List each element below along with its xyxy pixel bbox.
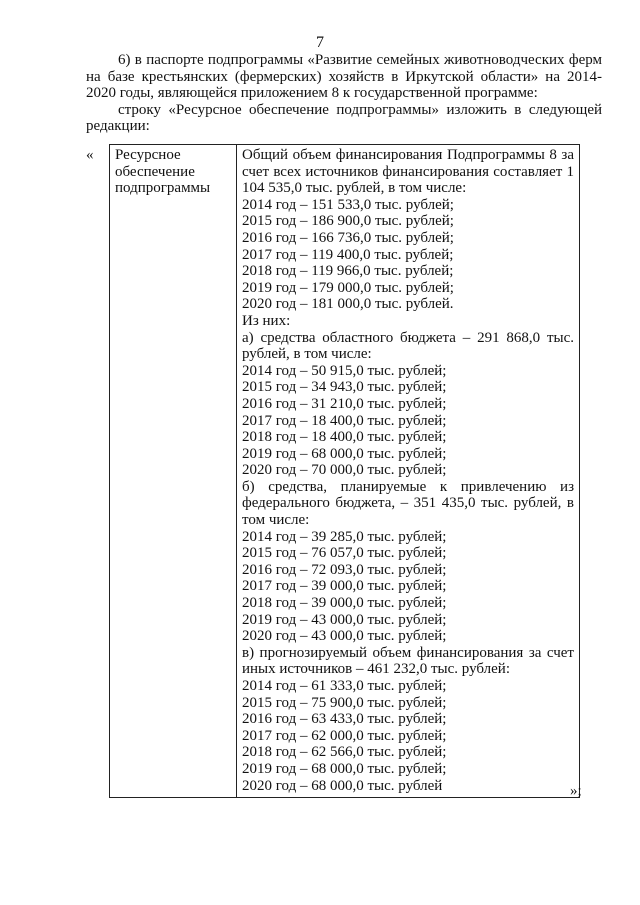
financing-line: в) прогнозируемый объем финансирования за счет иных источников – 461 232,0 тыс. рублей: [242, 644, 574, 678]
closing-quote-mark: »; [570, 783, 582, 799]
page-number: 7 [316, 34, 324, 51]
financing-line: 2015 год – 76 057,0 тыс. рублей; [242, 545, 447, 562]
intro-text [86, 52, 602, 135]
financing-line: 2020 год – 43 000,0 тыс. рублей; [242, 628, 447, 645]
financing-line: 2020 год – 181 000,0 тыс. рублей. [242, 296, 454, 313]
financing-line: 2015 год – 75 900,0 тыс. рублей; [242, 694, 447, 711]
financing-line: 2014 год – 39 285,0 тыс. рублей; [242, 528, 447, 545]
financing-line: 2017 год – 119 400,0 тыс. рублей; [242, 246, 454, 263]
financing-line: 2015 год – 186 900,0 тыс. рублей; [242, 213, 454, 230]
financing-line: 2017 год – 62 000,0 тыс. рублей; [242, 727, 447, 744]
financing-line: 2014 год – 50 915,0 тыс. рублей; [242, 362, 447, 379]
financing-line: 2018 год – 62 566,0 тыс. рублей; [242, 744, 447, 761]
financing-line: 2020 год – 70 000,0 тыс. рублей; [242, 462, 447, 479]
financing-line: 2017 год – 18 400,0 тыс. рублей; [242, 412, 447, 429]
financing-line: 2019 год – 179 000,0 тыс. рублей; [242, 279, 454, 296]
financing-line: Общий объем финансирования Подпрограммы 8 за счет всех источников финансирования составляет 1 104 535,0 тыс. рублей, в том числе: [242, 147, 574, 197]
row-label-cell: Ресурсное обеспечение подпрограммы [110, 145, 237, 798]
intro-paragraph: 6) в паспорте подпрограммы «Развитие семейных животноводческих ферм на базе крестьянских (фермерских) хозяйств в Иркутской области» на 2014-2020 годы, являющейся приложением 8 к государственной программе: [86, 52, 602, 102]
resource-table [109, 144, 580, 798]
financing-line: Из них: [242, 312, 291, 329]
financing-line: а) средства областного бюджета – 291 868,0 тыс. рублей, в том числе: [242, 329, 574, 363]
financing-line: б) средства, планируемые к привлечению из федерального бюджета, – 351 435,0 тыс. рублей, в том числе: [242, 478, 574, 529]
financing-line: 2016 год – 166 736,0 тыс. рублей; [242, 229, 454, 246]
financing-line: 2014 год – 61 333,0 тыс. рублей; [242, 678, 447, 694]
financing-line: 2015 год – 34 943,0 тыс. рублей; [242, 379, 447, 396]
financing-line: 2016 год – 63 433,0 тыс. рублей; [242, 711, 447, 728]
table-row [110, 145, 580, 798]
financing-line: 2016 год – 31 210,0 тыс. рублей; [242, 395, 447, 412]
financing-line: 2019 год – 68 000,0 тыс. рублей; [242, 445, 447, 462]
financing-line: 2019 год – 68 000,0 тыс. рублей; [242, 760, 447, 777]
financing-content-cell [237, 145, 580, 798]
financing-line: 2018 год – 39 000,0 тыс. рублей; [242, 595, 447, 612]
financing-line: 2018 год – 18 400,0 тыс. рублей; [242, 429, 447, 446]
intro-instruction: строку «Ресурсное обеспечение подпрограммы» изложить в следующей редакции: [86, 101, 602, 135]
financing-line: 2019 год – 43 000,0 тыс. рублей; [242, 611, 447, 628]
financing-line: 2020 год – 68 000,0 тыс. рублей [242, 777, 443, 794]
financing-line: 2016 год – 72 093,0 тыс. рублей; [242, 561, 447, 578]
financing-line: 2014 год – 151 533,0 тыс. рублей; [242, 196, 454, 213]
financing-line: 2018 год – 119 966,0 тыс. рублей; [242, 263, 454, 280]
opening-quote-mark: « [86, 147, 94, 163]
financing-line: 2017 год – 39 000,0 тыс. рублей; [242, 578, 447, 595]
